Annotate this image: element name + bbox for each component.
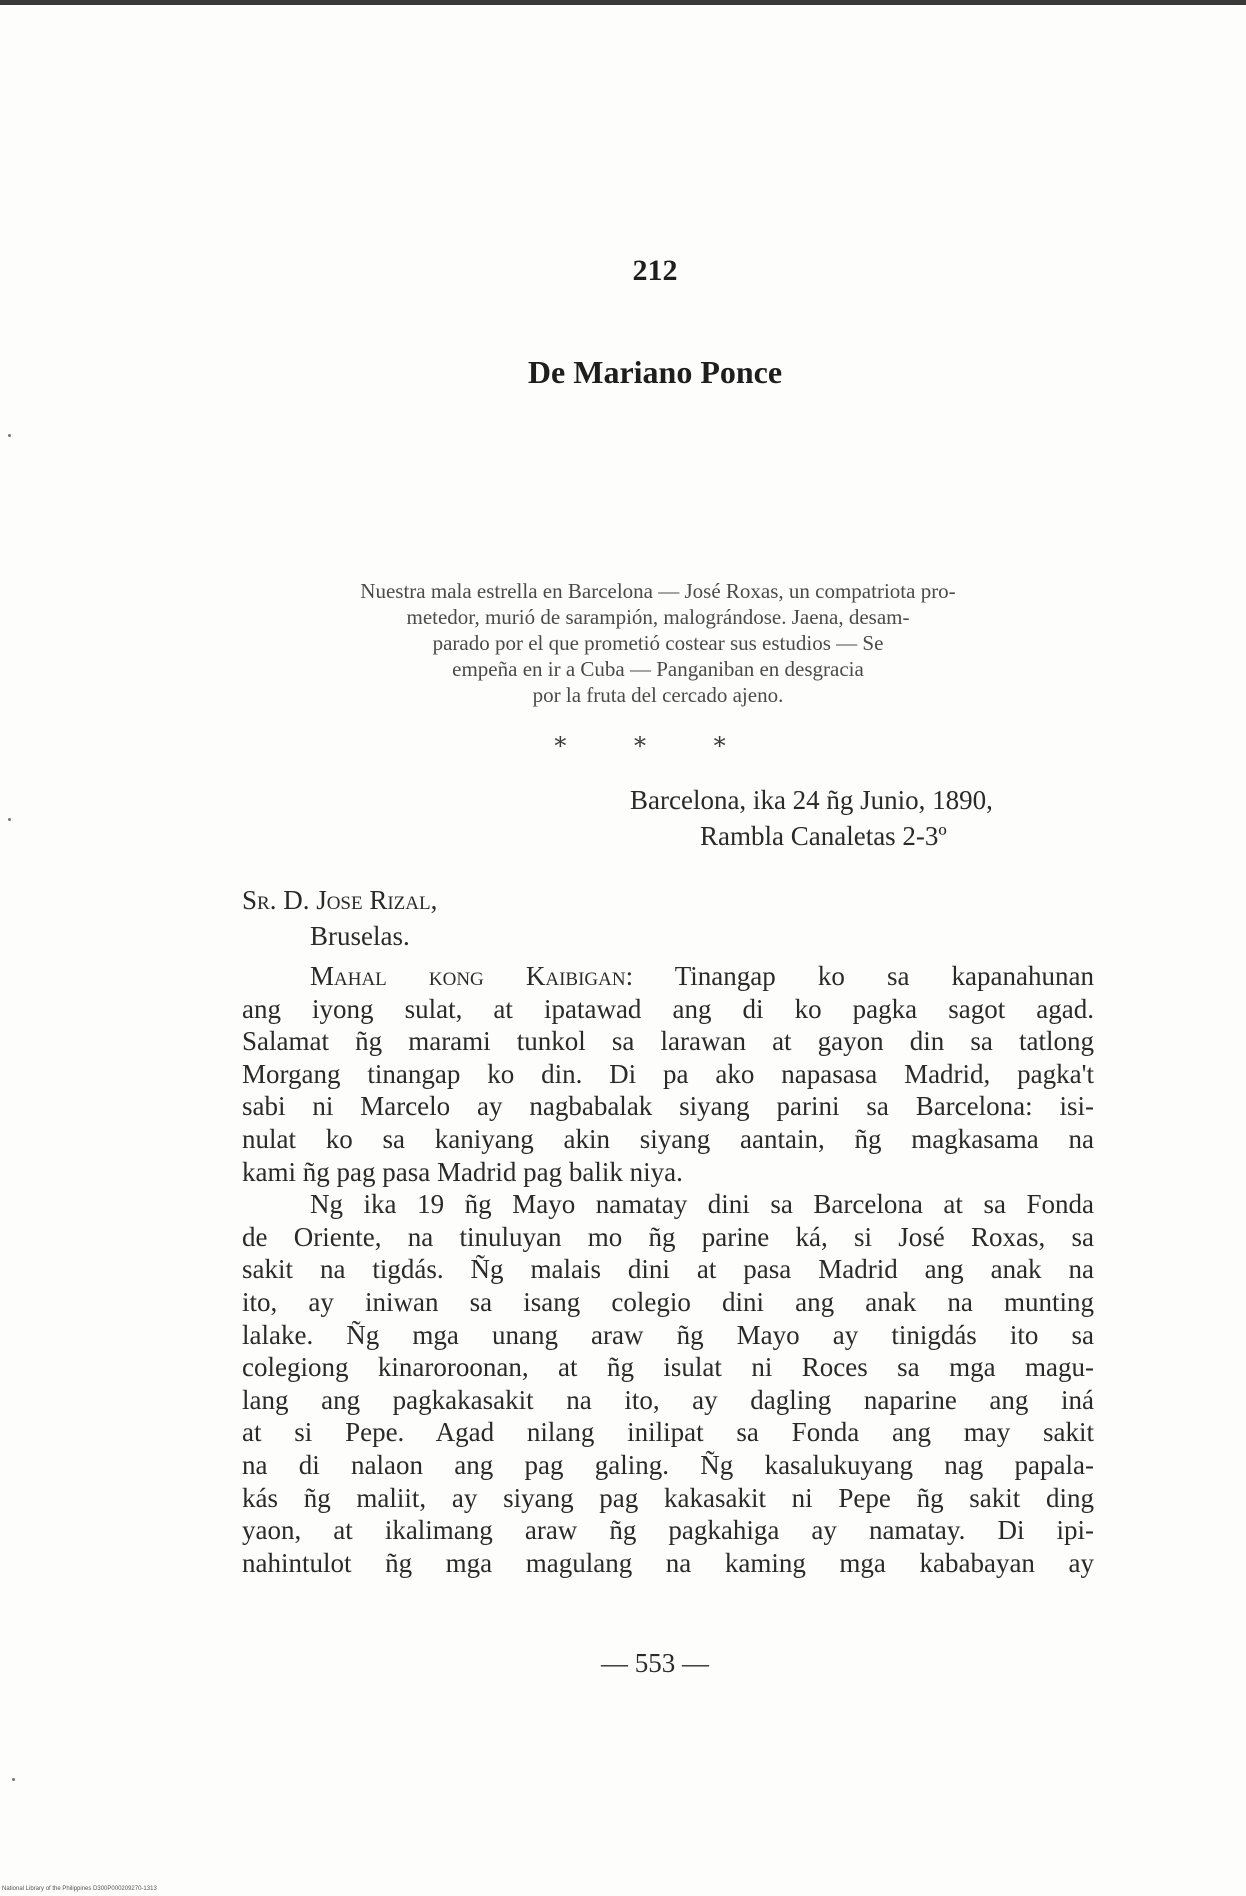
body-line: lalake. Ñg mga unang araw ñg Mayo ay tinigdás ito sa	[242, 1319, 1094, 1350]
body-line: lang ang pagkakasakit na ito, ay dagling naparine ang iná	[242, 1384, 1094, 1415]
addressee-name: Sr. D. Jose Rizal,	[242, 885, 438, 915]
summary-line: Nuestra mala estrella en Barcelona — José Roxas, un compatriota pro-	[360, 579, 956, 603]
scan-speck	[8, 434, 11, 437]
body-line: kás ñg maliit, ay siyang pag kakasakit ni Pepe ñg sakit ding	[242, 1482, 1094, 1513]
dateline	[630, 782, 993, 854]
body-line: kami ñg pag pasa Madrid pag balik niya.	[242, 1156, 683, 1187]
body-line: nahintulot ñg mga magulang na kaming mga kababayan ay	[242, 1547, 1094, 1578]
scan-speck	[12, 1778, 15, 1781]
page-number: — 553 —	[601, 1648, 709, 1678]
body-line: de Oriente, na tinuluyan mo ñg parine ká, si José Roxas, sa	[242, 1221, 1094, 1252]
body-line: Ng ika 19 ñg Mayo namatay dini sa Barcelona at sa Fonda	[310, 1189, 1094, 1220]
document-title: De Mariano Ponce	[527, 354, 783, 390]
body-line: at si Pepe. Agad nilang inilipat sa Fonda ang may sakit	[242, 1417, 1094, 1448]
body-line: na di nalaon ang pag galing. Ñg kasalukuyang nag papala-	[242, 1449, 1094, 1480]
document-number: 212	[632, 254, 678, 287]
summary-line: parado por el que prometió costear sus estudios — Se	[432, 631, 884, 655]
body-line: sakit na tigdás. Ñg malais dini at pasa Madrid ang anak na	[242, 1254, 1094, 1285]
body-line: Salamat ñg marami tunkol sa larawan at gayon din sa tatlong	[242, 1026, 1094, 1057]
body-line: ito, ay iniwan sa isang colegio dini ang anak na munting	[242, 1286, 1094, 1317]
letter-body	[242, 960, 1094, 1579]
body-line-text: Tinangap ko sa kapanahunan	[674, 961, 1094, 991]
summary-line: por la fruta del cercado ajeno.	[532, 683, 784, 707]
dateline-place-date: Barcelona, ika 24 ñg Junio, 1890,	[630, 785, 993, 815]
addressee-city: Bruselas.	[310, 921, 410, 951]
body-line: sabi ni Marcelo ay nagbabalak siyang parini sa Barcelona: isi-	[242, 1091, 1094, 1122]
body-line: Morgang tinangap ko din. Di pa ako napasasa Madrid, pagka't	[242, 1058, 1094, 1089]
summary-line: empeña en ir a Cuba — Panganiban en desgracia	[452, 657, 864, 681]
body-line: ang iyong sulat, at ipatawad ang di ko pagka sagot agad.	[242, 993, 1094, 1024]
body-line: yaon, at ikalimang araw ñg pagkahiga ay namatay. Di ipi-	[242, 1515, 1094, 1546]
library-credit: National Library of the Philippines D300P000209270-1313	[2, 1886, 157, 1892]
scan-speck	[8, 818, 11, 821]
addressee	[242, 882, 437, 954]
dateline-address: Rambla Canaletas 2-3º	[700, 821, 947, 851]
body-line: nulat ko sa kaniyang akin siyang aantain, ñg magkasama na	[242, 1123, 1094, 1154]
summary-block	[238, 578, 1078, 708]
summary-line: metedor, murió de sarampión, malográndose. Jaena, desam-	[406, 605, 910, 629]
salutation: Mahal kong Kaibigan:	[310, 961, 634, 991]
body-line	[242, 960, 1094, 993]
scan-top-edge	[0, 0, 1246, 5]
body-line: colegiong kinaroroonan, at ñg isulat ni Roces sa mga magu-	[242, 1352, 1094, 1383]
asterisk-separator: * * *	[554, 732, 756, 760]
